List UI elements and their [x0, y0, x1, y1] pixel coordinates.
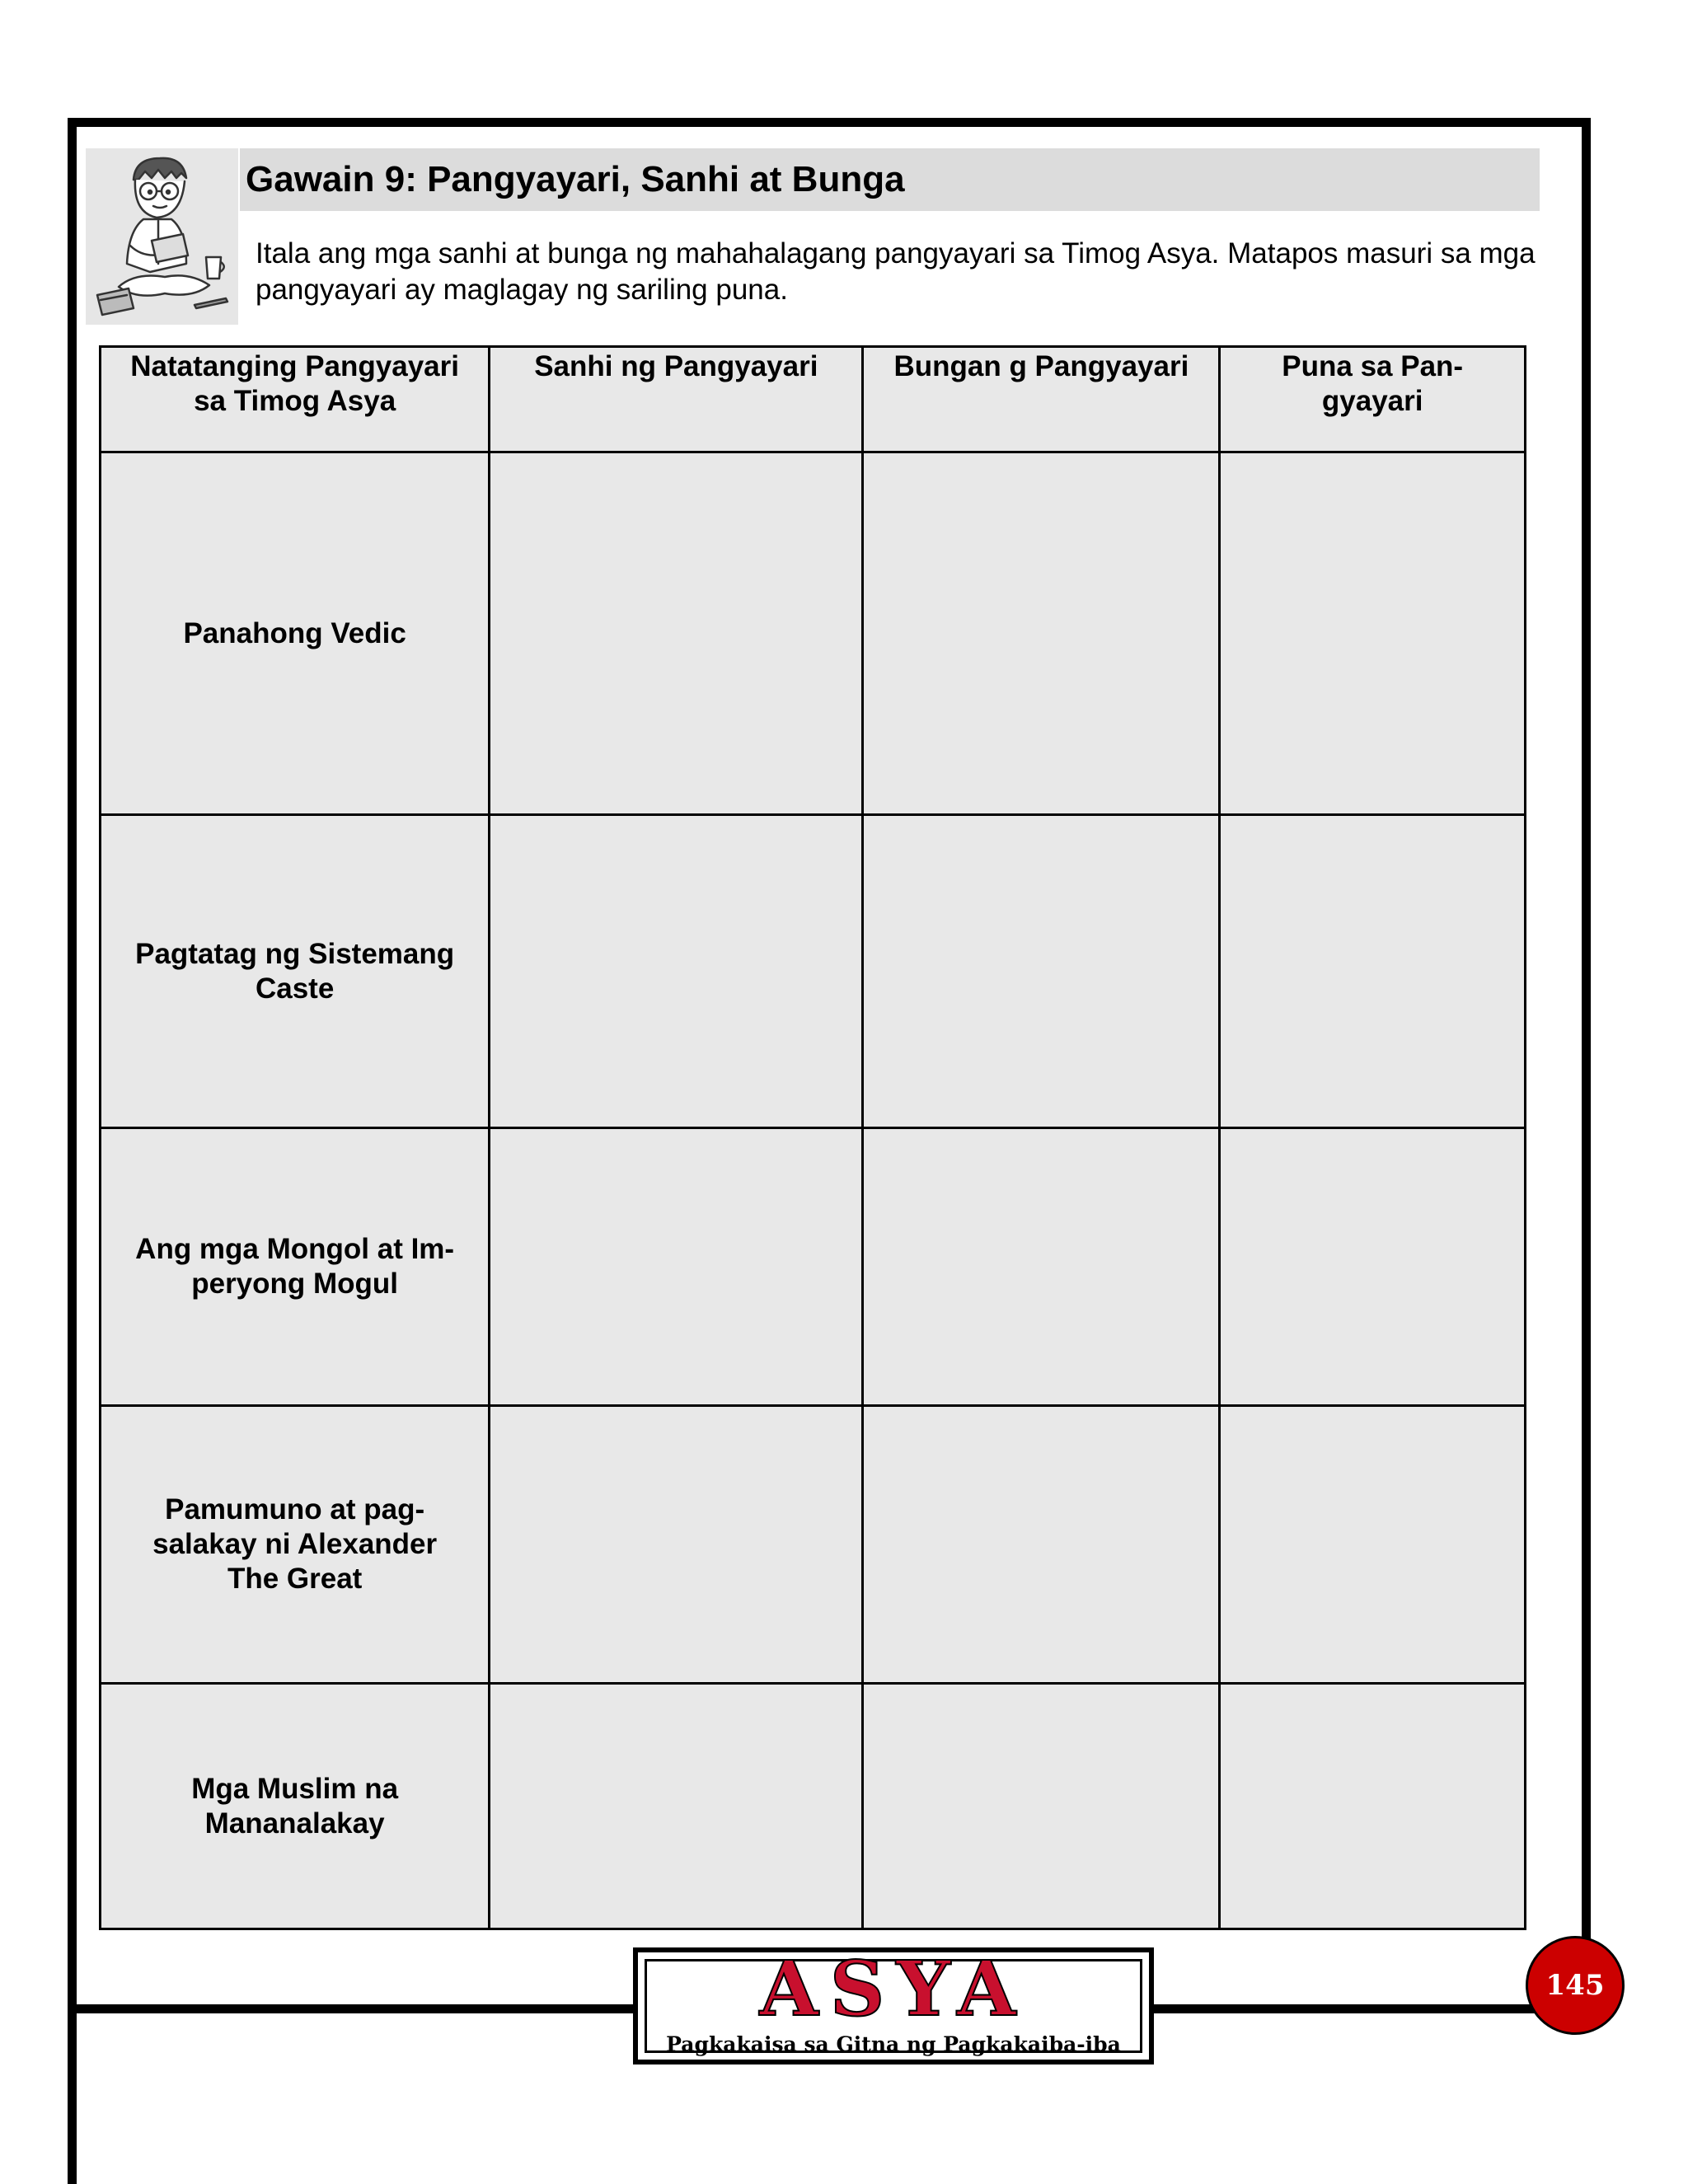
asya-logo	[633, 1944, 1154, 2064]
cause-answer-cell[interactable]	[490, 815, 863, 1128]
cause-answer-cell[interactable]	[490, 452, 863, 815]
remark-answer-cell[interactable]	[1220, 1128, 1526, 1406]
table-row	[101, 1684, 1526, 1929]
page-number-badge: 145	[1526, 1936, 1625, 2035]
table-row	[101, 1406, 1526, 1684]
table-header-row	[101, 347, 1526, 452]
student-reading-icon	[86, 148, 238, 325]
cause-effect-table	[99, 345, 1526, 1930]
event-cell: Mga Muslim na Mananalakay	[101, 1684, 490, 1929]
logo-wordmark: ASYA	[759, 1944, 1028, 2033]
logo-tagline: Pagkakaisa sa Gitna ng Pagkakaiba-iba	[666, 2032, 1121, 2056]
remark-answer-cell[interactable]	[1220, 452, 1526, 815]
remark-answer-cell[interactable]	[1220, 1684, 1526, 1929]
remark-answer-cell[interactable]	[1220, 1406, 1526, 1684]
page-frame-top	[68, 118, 1591, 127]
activity-instruction: Itala ang mga sanhi at bunga ng mahahalagang pangyayari sa Timog Asya. Matapos masuri sa mga pangyayari ay maglagay ng sariling puna.	[256, 237, 1536, 306]
event-cell: Ang mga Mongol at Im- peryong Mogul	[101, 1128, 490, 1406]
effect-answer-cell[interactable]	[863, 1684, 1220, 1929]
effect-answer-cell[interactable]	[863, 1128, 1220, 1406]
cause-answer-cell[interactable]	[490, 1406, 863, 1684]
table-row	[101, 1128, 1526, 1406]
page-frame-right	[1582, 118, 1591, 2019]
effect-answer-cell[interactable]	[863, 1406, 1220, 1684]
cause-answer-cell[interactable]	[490, 1684, 863, 1929]
effect-answer-cell[interactable]	[863, 452, 1220, 815]
table-row	[101, 452, 1526, 815]
page-frame-left	[68, 118, 77, 2184]
column-header-remark: Puna sa Pan- gyayari	[1220, 347, 1526, 452]
remark-answer-cell[interactable]	[1220, 815, 1526, 1128]
column-header-event: Natatanging Pangyayari sa Timog Asya	[101, 347, 490, 452]
activity-title: Gawain 9: Pangyayari, Sanhi at Bunga	[246, 159, 905, 199]
column-header-cause: Sanhi ng Pangyayari	[490, 347, 863, 452]
cause-answer-cell[interactable]	[490, 1128, 863, 1406]
effect-answer-cell[interactable]	[863, 815, 1220, 1128]
event-cell: Panahong Vedic	[101, 452, 490, 815]
table-row	[101, 815, 1526, 1128]
event-cell: Pamumuno at pag- salakay ni Alexander The Great	[101, 1406, 490, 1684]
column-header-effect: Bungan g Pangyayari	[863, 347, 1220, 452]
event-cell: Pagtatag ng Sistemang Caste	[101, 815, 490, 1128]
